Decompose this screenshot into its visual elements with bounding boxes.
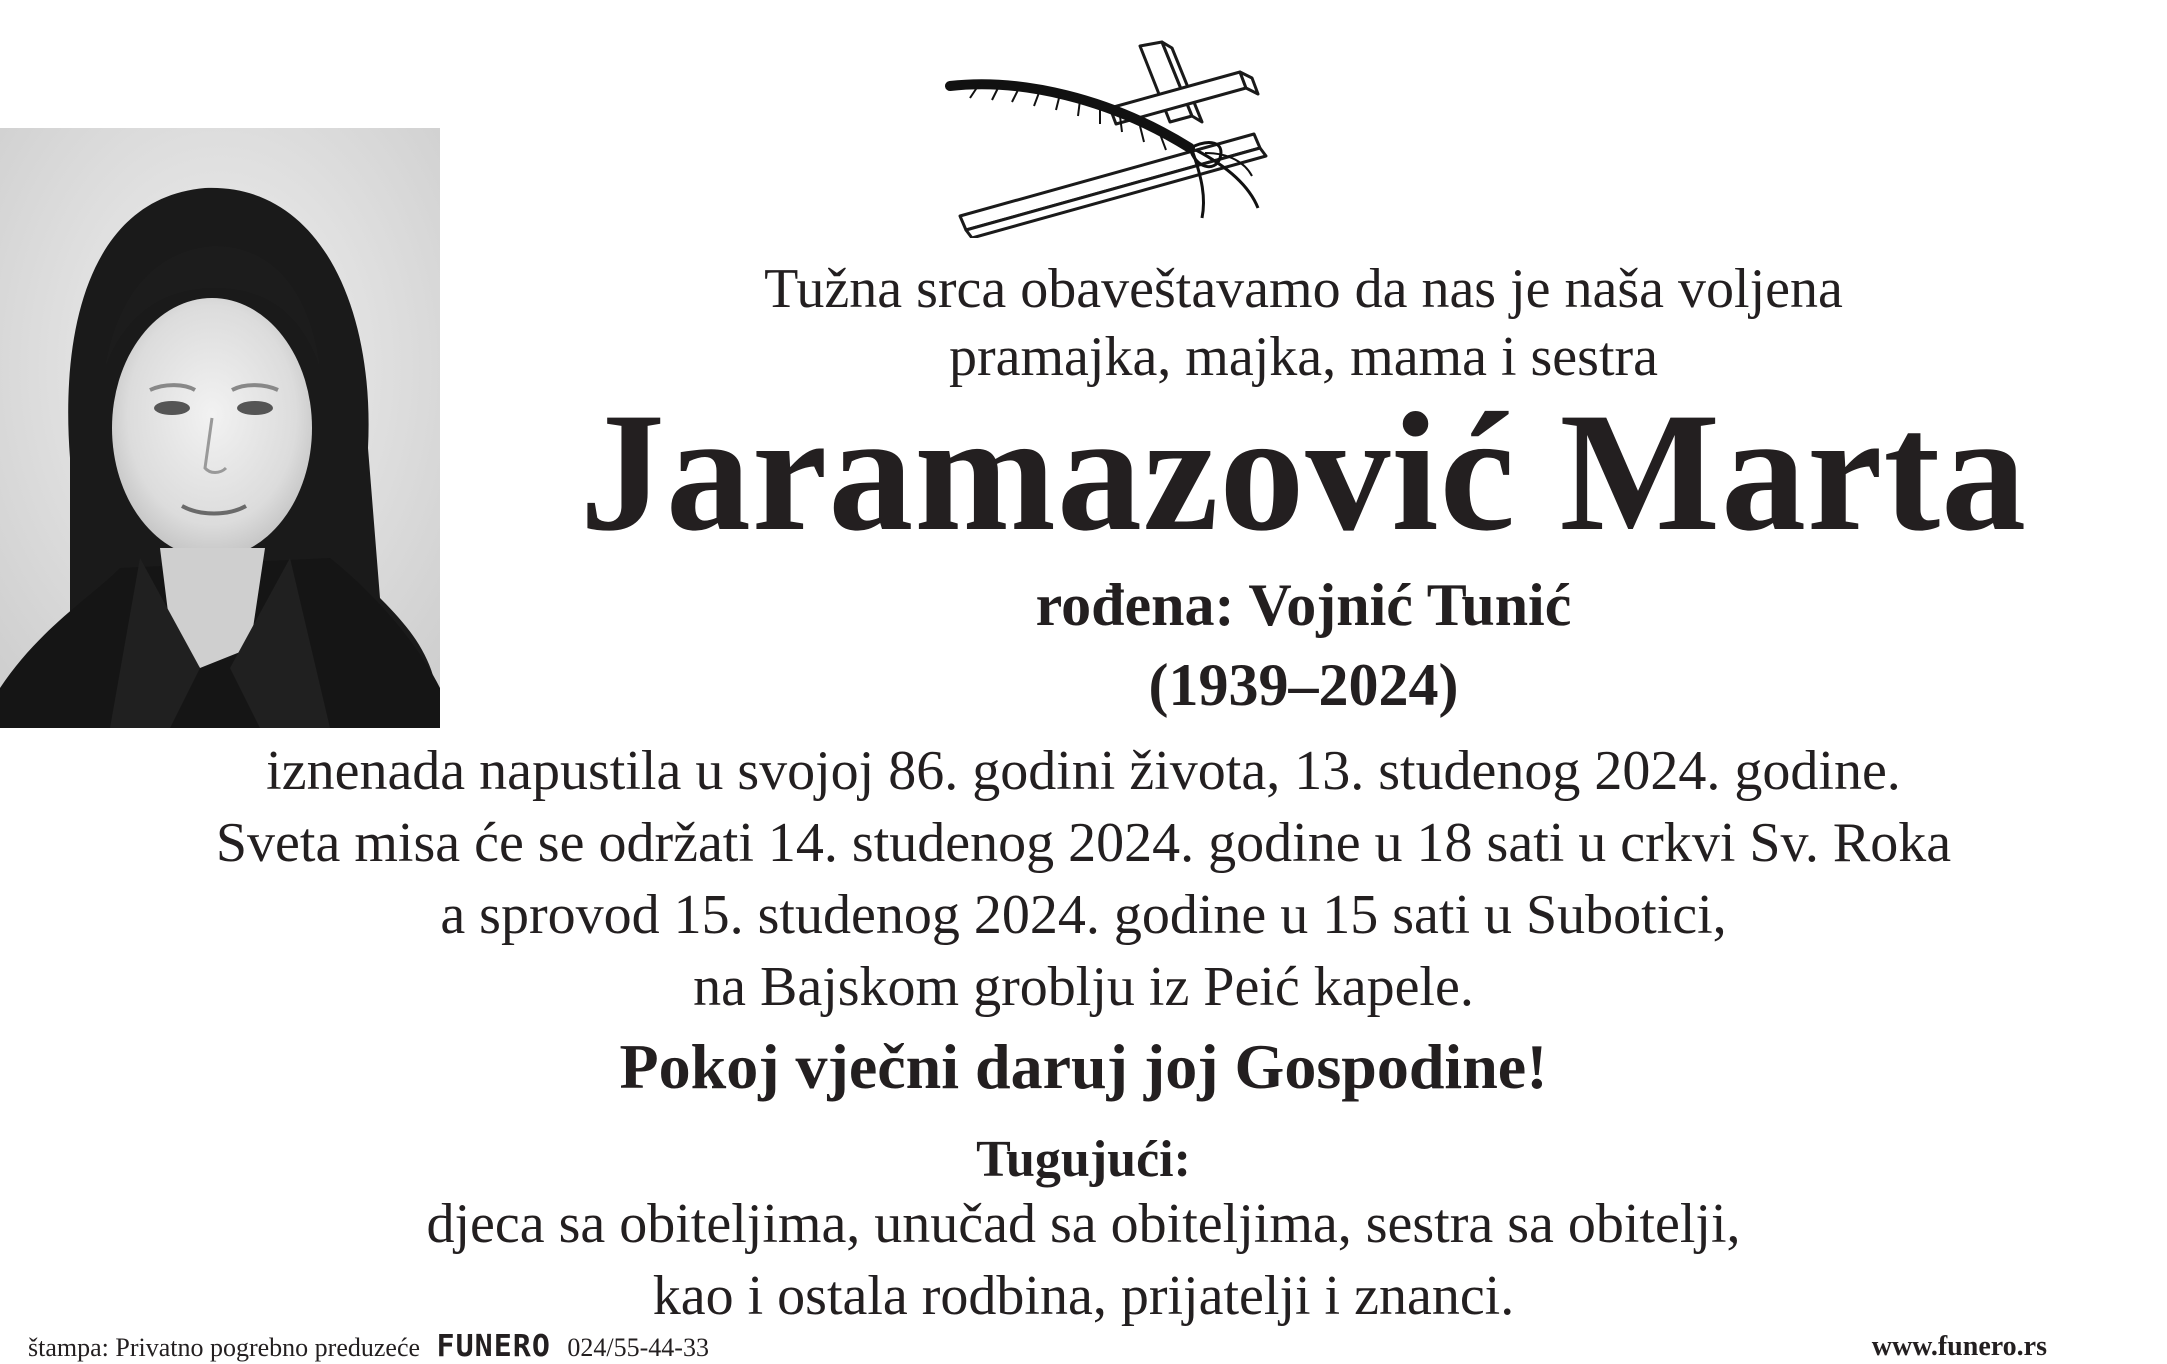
deceased-name: Jaramazović Marta [579, 378, 2028, 566]
website-link[interactable]: www.funero.rs [1871, 1331, 2047, 1362]
prayer-text: Pokoj vječni daruj joj Gospodine! [619, 1031, 1548, 1102]
cross-with-palm-icon [940, 38, 1330, 238]
intro-line-2: pramajka, majka, mama i sestra [948, 326, 1659, 388]
intro-line-1: Tužna srca obaveštavamo da nas je naša voljena [764, 258, 1843, 320]
maiden-name: rođena: Vojnić Tunić [1035, 572, 1572, 638]
intro-text [440, 255, 2167, 391]
mourners-line-2: kao i ostala rodbina, prijatelji i znanci. [652, 1265, 1515, 1327]
portrait-photo [0, 128, 440, 728]
announcement-body [0, 735, 2167, 1023]
life-years: (1939–2024) [1148, 652, 1459, 718]
body-line-2: Sveta misa će se održati 14. studenog 2024. godine u 18 sati u crkvi Sv. Roka [215, 812, 1952, 874]
body-line-1: iznenada napustila u svojoj 86. godini života, 13. studenog 2024. godine. [266, 740, 1901, 802]
body-line-3: a sprovod 15. studenog 2024. godine u 15 sati u Subotici, [440, 884, 1727, 946]
mourners-title: Tugujući: [976, 1131, 1191, 1188]
mourners-list [0, 1188, 2167, 1332]
mourners-line-1: djeca sa obiteljima, unučad sa obiteljima, sestra sa obitelji, [426, 1193, 1741, 1255]
print-label: štampa: Privatno pogrebno preduzeće [28, 1333, 421, 1362]
phone-number: 024/55-44-33 [567, 1333, 709, 1362]
print-credit [28, 1329, 709, 1364]
body-line-4: na Bajskom groblju iz Peić kapele. [693, 956, 1474, 1018]
funero-logo: FUNERO [436, 1329, 551, 1364]
